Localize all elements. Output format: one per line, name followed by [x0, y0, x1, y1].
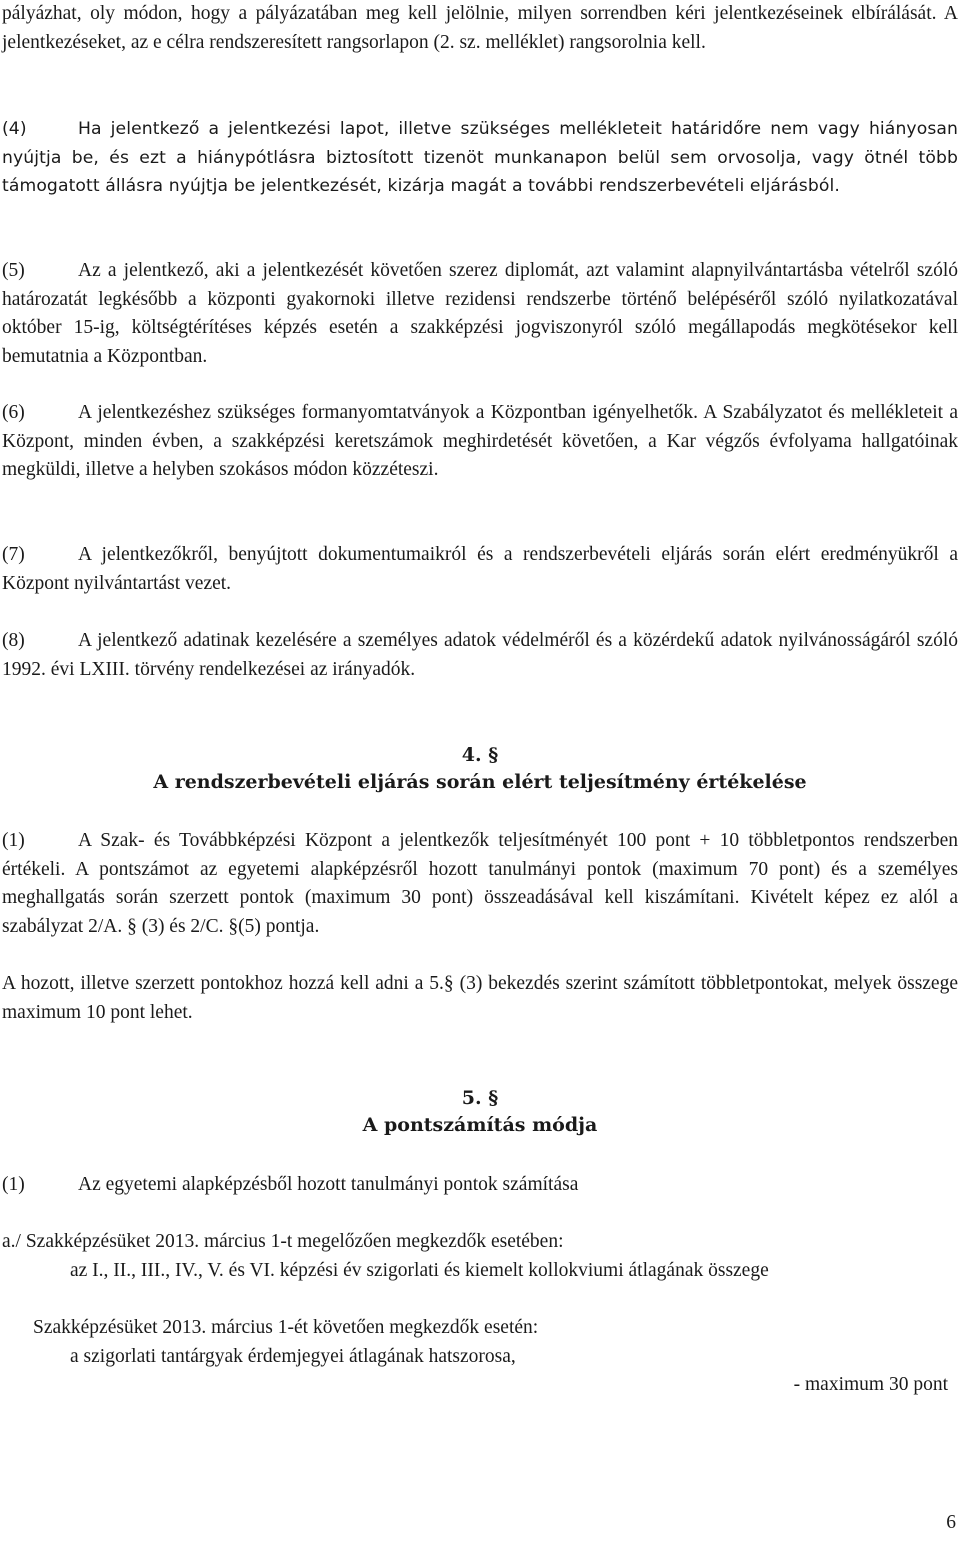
paragraph-body: A jelentkező adatinak kezelésére a személyes adatok védelméről és a közérdekű adatok nyilvánosságáról szóló 1992. évi LXIII. törvény rendelkezései az irányadók. [2, 630, 958, 680]
paragraph-3-6-text [2, 399, 958, 485]
paragraph-4-1-text [2, 827, 958, 941]
paragraph-body: A jelentkezéshez szükséges formanyomtatványok a Központban igényelhetők. A Szabályzatot és mellékleteit a Központ, minden évben, a szakképzési keretszámok meghirdetését követően, a Kar végzős évfolyama hallgatóinak megküldi, illetve a helyben szokásos módon közzéteszi. [2, 402, 958, 481]
paragraph-3-5-text [2, 257, 958, 371]
paragraph-3-7 [2, 541, 958, 598]
paragraph-3-8 [2, 627, 958, 684]
section-sign-icon: § [481, 744, 499, 766]
paragraph-number: (8) [2, 630, 25, 651]
paragraph-5-1-text [2, 1171, 958, 1200]
case-a-line-1: a./ Szakképzésüket 2013. március 1-t megelőzően megkezdők esetében: [2, 1231, 564, 1252]
intro-text: pályázhat, oly módon, hogy a pályázatában meg kell jelölnie, milyen sorrendben kéri jelentkezéseinek elbírálását. A jelentkezéseket, az e célra rendszeresített rangsorlapon (2. sz. melléklet) rangsorolnia kell. [2, 3, 958, 53]
section-4-number [2, 742, 958, 769]
paragraph-body: A Szak- és Továbbképzési Központ a jelentkezők teljesítményét 100 pont + 10 többletpontos rendszerben értékeli. A pontszámot az egyetemi alapképzésről hozott tanulmányi pontok (maximum 70 pont) és a személyes meghallgatás során szerzett pontok (maximum 30 pont) összeadásával kell kiszámítani. Kivételt képez ez alól a szabályzat 2/A. § (3) és 2/C. §(5) pontja. [2, 830, 958, 937]
section-number: 4. [461, 744, 482, 766]
case-b-line-2: a szigorlati tantárgyak érdemjegyei átlagának hatszorosa, [70, 1346, 516, 1367]
paragraph-body: Az egyetemi alapképzésből hozott tanulmányi pontok számítása [78, 1174, 579, 1195]
paragraph-body: A jelentkezőkről, benyújtott dokumentumaikról és a rendszerbevételi eljárás során elért eredményükről a Központ nyilvántartást vezet. [2, 544, 958, 594]
paragraph-body: Ha jelentkező a jelentkezési lapot, illetve szükséges mellékleteit határidőre nem vagy hiányosan nyújtja be, és ezt a hiánypótlásra biztosított tizenöt munkanapon belül sem orvosolja, vagy ötnél több támogatott állásra nyújtja be jelentkezését, kizárja magát a további rendszerbevételi eljárásból. [2, 119, 958, 197]
paragraph-3-8-text [2, 627, 958, 684]
section-4-heading [2, 742, 958, 796]
maximum-points-note: - maximum 30 pont [793, 1374, 948, 1395]
paragraph-3-4 [2, 115, 958, 201]
section-5-number [2, 1085, 958, 1112]
case-b-line-1: Szakképzésüket 2013. március 1-ét követően megkezdők esetén: [33, 1317, 539, 1338]
case-a-line-2: az I., II., III., IV., V. és VI. képzési év szigorlati és kiemelt kollokviumi átlagának összege [70, 1260, 769, 1281]
paragraph-3-5 [2, 257, 958, 371]
paragraph-number: (5) [2, 260, 25, 281]
paragraph-5-1 [2, 1171, 958, 1200]
section-sign-icon: § [481, 1087, 499, 1109]
paragraph-number: (1) [2, 1174, 25, 1195]
paragraph-3-7-text [2, 541, 958, 598]
section-5-heading [2, 1085, 958, 1139]
paragraph-number: (1) [2, 830, 25, 851]
paragraph-4-2-text: A hozott, illetve szerzett pontokhoz hozzá kell adni a 5.§ (3) bekezdés szerint számított többletpontokat, melyek összege maximum 10 pont lehet. [2, 973, 958, 1023]
paragraph-4-1 [2, 827, 958, 941]
paragraph-number: (4) [2, 119, 27, 139]
page-number: 6 [946, 1512, 956, 1533]
paragraph-body: Az a jelentkező, aki a jelentkezését követően szerez diplomát, azt valamint alapnyilvántartásba vételről szóló határozatát legkésőbb a központi gyakornoki illetve rezidensi rendszerbe történő belépéséről szóló nyilatkozatával október 15-ig, költségtérítéses képzés esetén a szakképzési jogviszonyról szóló megállapodás megkötésekor kell bemutatnia a Központban. [2, 260, 958, 367]
paragraph-3-6 [2, 399, 958, 485]
paragraph-4-2 [2, 970, 958, 1027]
paragraph-3-4-text [2, 115, 958, 201]
section-4-title: A rendszerbevételi eljárás során elért teljesítmény értékelése [153, 771, 807, 793]
paragraph-number: (6) [2, 402, 25, 423]
section-5-title: A pontszámítás módja [362, 1114, 598, 1136]
section-number: 5. [461, 1087, 482, 1109]
paragraph-number: (7) [2, 544, 25, 565]
intro-paragraph [2, 0, 958, 57]
